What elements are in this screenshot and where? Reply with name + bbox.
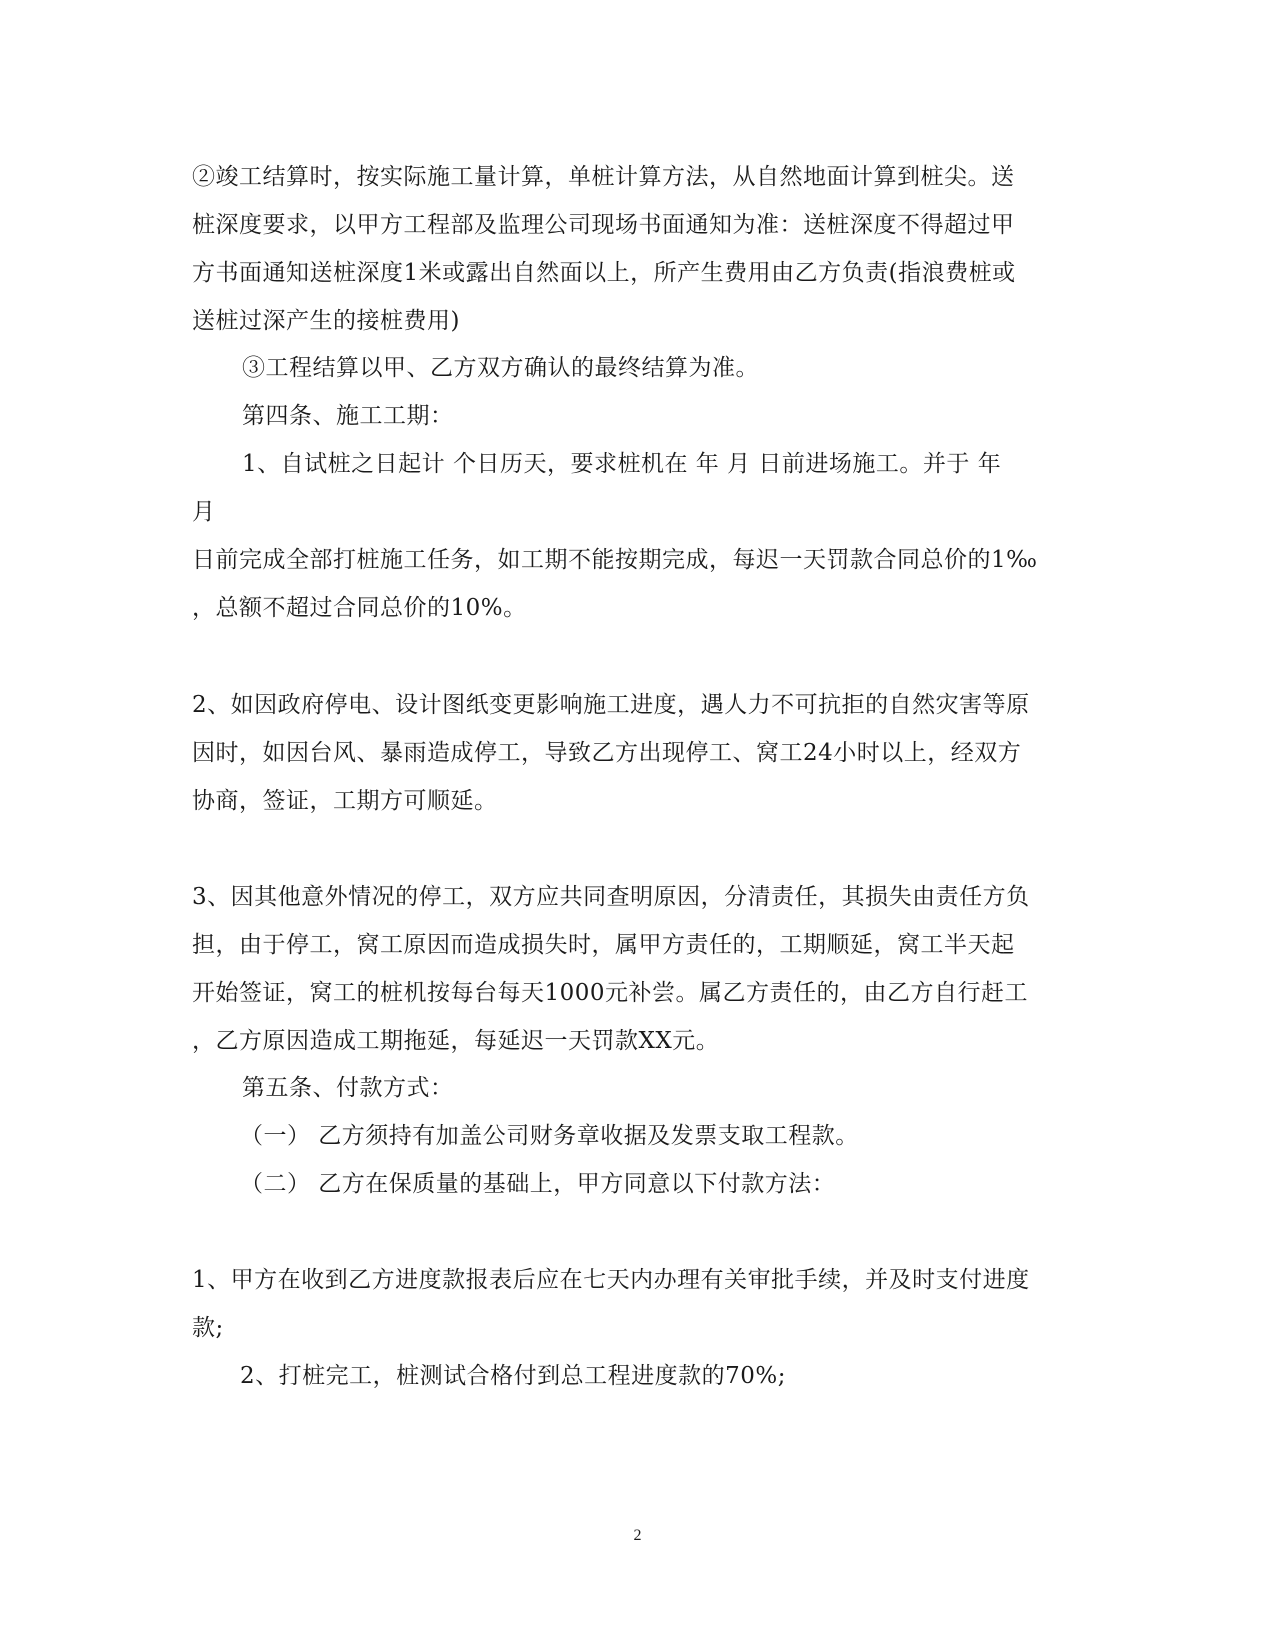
page-number: 2 (633, 1527, 642, 1544)
text-line: 2、如因政府停电、设计图纸变更影响施工进度，遇人力不可抗拒的自然灾害等原 (192, 692, 1030, 718)
text-line: 开始签证，窝工的桩机按每台每天1000元补尝。属乙方责任的，由乙方自行赶工 (192, 980, 1029, 1006)
text-line: 日前完成全部打桩施工任务，如工期不能按期完成，每迟一天罚款合同总价的1‰ (192, 547, 1038, 573)
text-line: ③工程结算以甲、乙方双方确认的最终结算为准。 (242, 355, 759, 381)
text-line: （二） 乙方在保质量的基础上，甲方同意以下付款方法： (240, 1171, 836, 1197)
section-heading: 第四条、施工工期： (242, 403, 454, 429)
text-line: （一） 乙方须持有加盖公司财务章收据及发票支取工程款。 (240, 1123, 859, 1149)
text-line: 桩深度要求，以甲方工程部及监理公司现场书面通知为准：送桩深度不得超过甲 (192, 212, 1015, 238)
text-line: 1、甲方在收到乙方进度款报表后应在七天内办理有关审批手续，并及时支付进度 (192, 1267, 1030, 1293)
text-line: ，乙方原因造成工期拖延，每延迟一天罚款XX元。 (192, 1028, 720, 1054)
text-line: 协商，签证，工期方可顺延。 (192, 788, 498, 814)
text-line: 月 (192, 499, 216, 525)
text-line: 因时，如因台风、暴雨造成停工，导致乙方出现停工、窝工24小时以上，经双方 (192, 740, 1022, 766)
text-line: 2、打桩完工，桩测试合格付到总工程进度款的70%; (240, 1363, 787, 1389)
text-line: 送桩过深产生的接桩费用) (192, 308, 460, 334)
text-line: ②竣工结算时，按实际施工量计算，单桩计算方法，从自然地面计算到桩尖。送 (192, 164, 1015, 190)
text-line: ，总额不超过合同总价的10%。 (192, 595, 527, 621)
text-line: 担，由于停工，窝工原因而造成损失时，属甲方责任的，工期顺延，窝工半天起 (192, 932, 1015, 958)
text-line: 3、因其他意外情况的停工，双方应共同查明原因，分清责任，其损失由责任方负 (192, 884, 1030, 910)
text-line: 1、自试桩之日起计 个日历天，要求桩机在 年 月 日前进场施工。并于 年 (242, 451, 1002, 477)
section-heading: 第五条、付款方式： (242, 1075, 454, 1101)
text-line: 方书面通知送桩深度1米或露出自然面以上，所产生费用由乙方负责(指浪费桩或 (192, 260, 1016, 286)
text-line: 款; (192, 1315, 224, 1341)
